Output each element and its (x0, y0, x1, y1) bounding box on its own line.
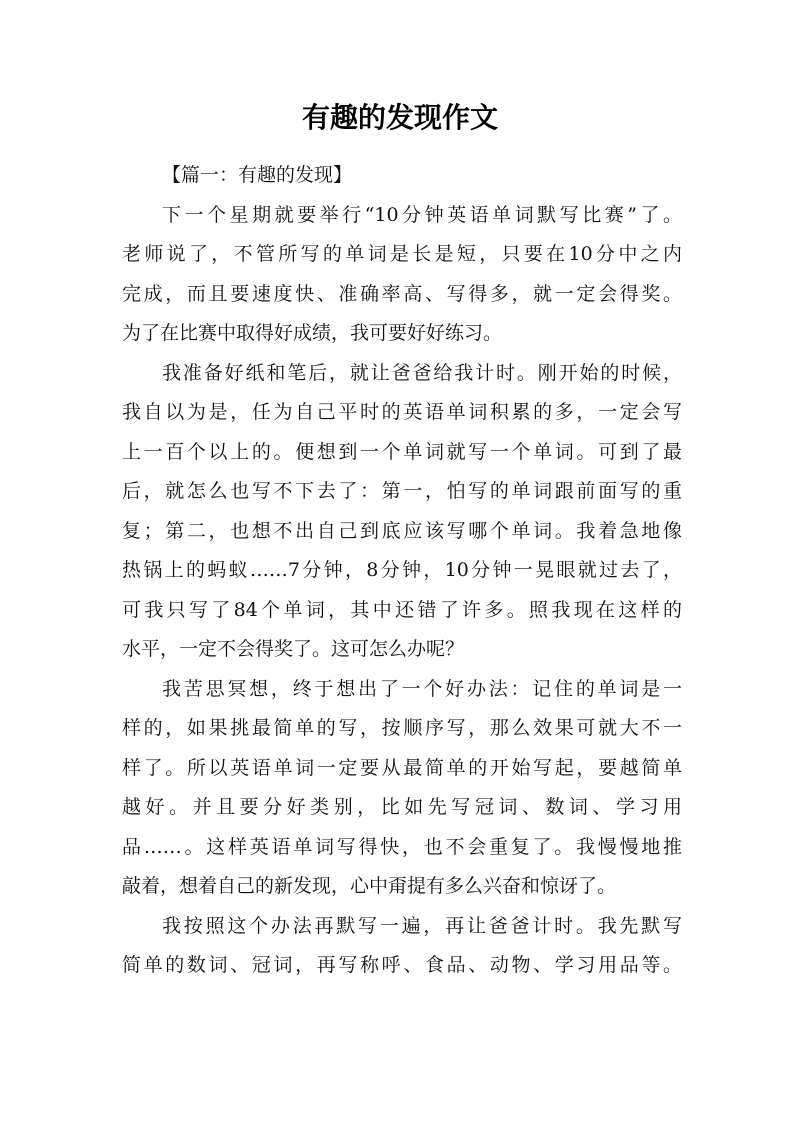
paragraph-line: 样的，如果挑最简单的写，按顺序写，那么效果可就大不一 (122, 717, 682, 739)
paragraph-line: 可我只写了84个单词，其中还错了许多。照我现在这样的 (122, 598, 682, 621)
paragraph-4 (122, 907, 682, 986)
paragraph-line: 品……。这样英语单词写得快，也不会重复了。我慢慢地推 (122, 835, 682, 858)
paragraph-line: 下一个星期就要举行“10分钟英语单词默写比赛”了。 (162, 203, 682, 226)
section-heading: 【篇一：有趣的发现】 (162, 164, 353, 186)
paragraph-line: 上一百个以上的。便想到一个单词就写一个单词。可到了最 (122, 440, 682, 463)
paragraph-line: 老师说了，不管所写的单词是长是短，只要在10分中之内 (122, 243, 682, 265)
paragraph-line: 我按照这个办法再默写一遍，再让爸爸计时。我先默写 (162, 914, 682, 937)
paragraph-2 (122, 354, 682, 670)
paragraph-line: 简单的数词、冠词，再写称呼、食品、动物、学习用品等。 (122, 954, 682, 976)
paragraph-3 (122, 670, 682, 907)
paragraph-line: 热锅上的蚂蚁……7分钟，8分钟，10分钟一晃眼就过去了， (122, 559, 682, 581)
paragraph-line: 复；第二，也想不出自己到底应该写哪个单词。我着急地像 (122, 519, 682, 542)
paragraph-line: 敲着，想着自己的新发现，心中甭提有多么兴奋和惊讶了。 (122, 875, 617, 897)
paragraph-line: 我准备好纸和笔后，就让爸爸给我计时。刚开始的时候， (162, 361, 682, 384)
paragraph-line: 水平，一定不会得奖了。这可怎么办呢？ (122, 638, 465, 660)
paragraph-line: 我苦思冥想，终于想出了一个好办法：记住的单词是一 (162, 677, 682, 700)
document-title: 有趣的发现作文 (301, 101, 498, 134)
paragraph-line: 越好。并且要分好类别，比如先写冠词、数词、学习用 (122, 796, 682, 818)
paragraph-line: 样了。所以英语单词一定要从最简单的开始写起，要越简单 (122, 756, 682, 779)
paragraph-line: 我自以为是，任为自己平时的英语单词积累的多，一定会写 (122, 401, 682, 423)
paragraph-line: 完成，而且要速度快、准确率高、写得多，就一定会得奖。 (122, 282, 682, 305)
document-body (122, 156, 682, 986)
paragraph-1 (122, 196, 682, 354)
paragraph-line: 为了在比赛中取得好成绩，我可要好好练习。 (122, 322, 503, 344)
paragraph-line: 后，就怎么也写不下去了：第一，怕写的单词跟前面写的重 (122, 480, 682, 502)
